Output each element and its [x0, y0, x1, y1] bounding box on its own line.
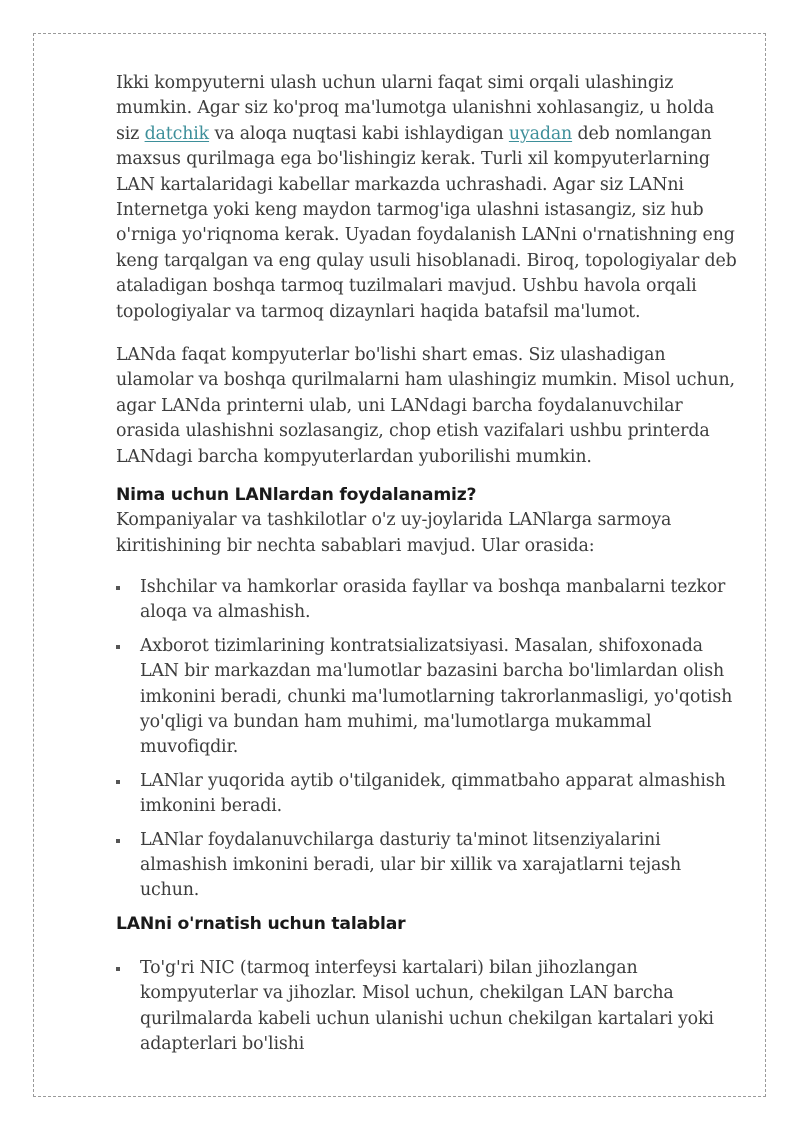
reasons-list — [116, 575, 741, 904]
p1-text-b: va aloqa nuqtasi kabi ishlaydigan — [209, 123, 509, 144]
list-item-text: LANlar foydalanuvchilarga dasturiy ta'minot litsenziyalarini almashish imkonini beradi, ular bir xillik va xarajatlarni tejash uchun. — [140, 829, 682, 901]
link-datchik[interactable]: datchik — [144, 123, 210, 144]
list-item-text: Ishchilar va hamkorlar orasida fayllar va boshqa manbalarni tezkor aloqa va almashish. — [140, 576, 726, 623]
list-item — [116, 575, 741, 626]
paragraph-reasons-intro: Kompaniyalar va tashkilotlar o'z uy-joylarida LANlarga sarmoya kiritishining bir nechta sabablari mavjud. Ular orasida: — [116, 510, 672, 556]
link-uyadan[interactable]: uyadan — [508, 123, 573, 144]
document-body — [116, 71, 741, 1065]
list-item-text: To'g'ri NIC (tarmoq interfeysi kartalari) bilan jihozlangan kompyuterlar va jihozlar. Misol uchun, chekilgan LAN barcha qurilmalarda kabeli uchun ulanishi uchun chekilgan kartalari yoki adapterlari bo'lishi — [140, 957, 714, 1054]
bullet-icon — [116, 967, 120, 971]
list-item-text: LANlar yuqorida aytib o'tilganidek, qimmatbaho apparat almashish imkonini beradi. — [140, 770, 726, 817]
p1-text-c: deb nomlangan maxsus qurilmaga ega bo'lishingiz kerak. Turli xil kompyuterlarning LAN kartalaridagi kabellar markazda uchrashadi. Agar siz LANni Internetga yoki keng maydon tarmog'iga ulashni istasangiz, siz hub o'rniga yo'riqnoma kerak. Uyadan foydalanish LANni o'rnatishning eng keng tarqalgan va eng qulay usuli hisoblanadi. Biroq, topologiyalar deb ataladigan boshqa tarmoq tuzilmalari mavjud. Ushbu havola orqali topologiyalar va tarmoq dizaynlari haqida batafsil ma'lumot. — [116, 123, 737, 322]
list-item — [116, 956, 741, 1058]
bullet-icon — [116, 586, 120, 590]
list-item — [116, 828, 741, 904]
paragraph-lan-devices: LANda faqat kompyuterlar bo'lishi shart emas. Siz ulashadigan ulamolar va boshqa qurilmalarni ham ulashingiz mumkin. Misol uchun, agar LANda printerni ulab, uni LANdagi barcha foydalanuvchilar orasida ulashishni sozlasangiz, chop etish vazifalari ushbu printerda LANdagi barcha kompyuterlardan yuborilishi mumkin. — [116, 345, 735, 467]
p1-text-a: Ikki kompyuterni ulash uchun ularni faqat simi orqali ulashingiz mumkin. Agar siz ko'proq ma'lumotga ulanishni xohlasangiz, u holda siz — [116, 73, 715, 144]
bullet-icon — [116, 780, 120, 784]
paragraph-lan-connection — [116, 71, 741, 325]
list-item — [116, 769, 741, 820]
bullet-icon — [116, 645, 120, 649]
list-item-text: Axborot tizimlarining kontratsializatsiyasi. Masalan, shifoxonada LAN bir markazdan ma'lumotlar bazasini barcha bo'limlardan olish imkonini beradi, chunki ma'lumotlarning takrorlanmasligi, yo'qotish yo'qligi va bundan ham muhimi, ma'lumotlarga mukammal muvofiqdir. — [140, 635, 733, 758]
heading-lan-requirements: LANni o'rnatish uchun talablar — [116, 913, 406, 934]
heading-why-lan: Nima uchun LANlardan foydalanamiz? — [116, 485, 477, 506]
list-item — [116, 634, 741, 761]
requirements-list — [116, 956, 741, 1058]
bullet-icon — [116, 839, 120, 843]
